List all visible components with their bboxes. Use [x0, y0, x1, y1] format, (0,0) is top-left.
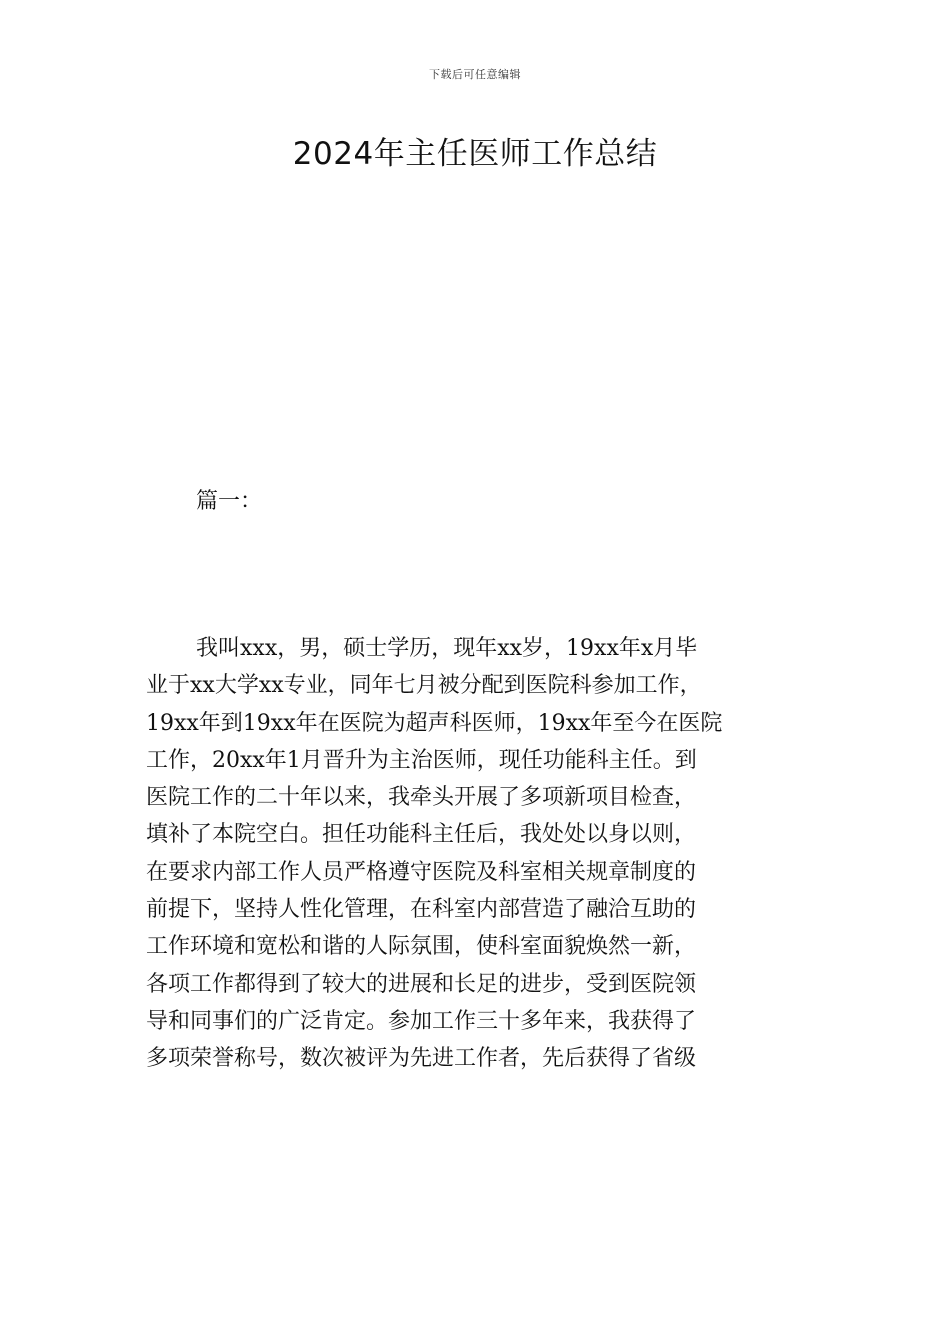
- page-header-note: 下载后可任意编辑: [429, 68, 521, 81]
- paragraph-line: 各项工作都得到了较大的进展和长足的进步，受到医院领: [146, 971, 697, 997]
- paragraph-line: 工作环境和宽松和谐的人际氛围，使科室面貌焕然一新，: [146, 934, 697, 960]
- section-label: 篇一：: [196, 489, 263, 514]
- paragraph-line: 填补了本院空白。担任功能科主任后，我处处以身以则，: [146, 822, 697, 848]
- paragraph-line: 多项荣誉称号，数次被评为先进工作者，先后获得了省级: [146, 1046, 697, 1072]
- paragraph-line: 业于xx大学xx专业，同年七月被分配到医院科参加工作，: [146, 673, 702, 699]
- paragraph-line: 工作，20xx年1月晋升为主治医师，现任功能科主任。到: [146, 747, 697, 773]
- paragraph-line: 我叫xxx，男，硕士学历，现年xx岁，19xx年x月毕: [196, 636, 698, 661]
- paragraph-line: 医院工作的二十年以来，我牵头开展了多项新项目检查，: [146, 785, 697, 811]
- document-title: 2024年主任医师工作总结: [292, 136, 658, 172]
- paragraph-line: 前提下，坚持人性化管理，在科室内部营造了融洽互助的: [146, 897, 697, 923]
- body-paragraph: [146, 630, 826, 1078]
- paragraph-line: 在要求内部工作人员严格遵守医院及科室相关规章制度的: [146, 859, 697, 885]
- paragraph-line: 19xx年到19xx年在医院为超声科医师，19xx年至今在医院: [146, 710, 723, 736]
- paragraph-line: 导和同事们的广泛肯定。参加工作三十多年来，我获得了: [146, 1008, 697, 1034]
